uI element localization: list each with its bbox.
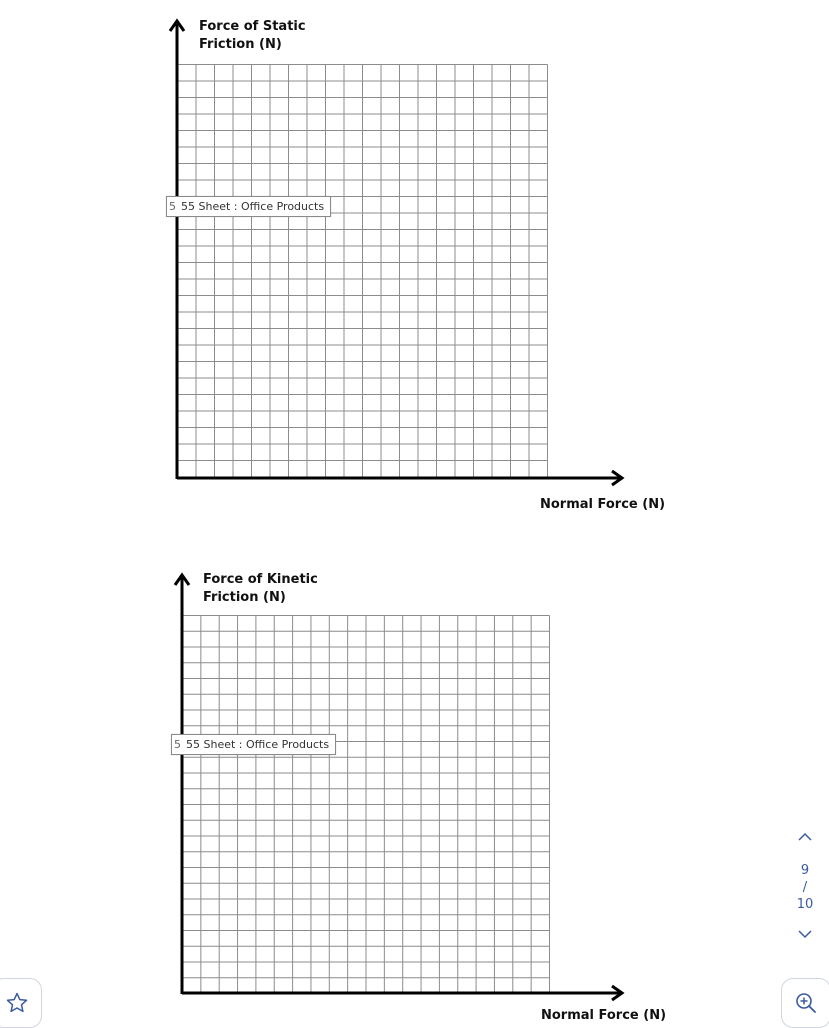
zoom-in-icon (794, 991, 818, 1015)
total-pages: 10 (796, 897, 814, 912)
x-axis-label: Normal Force (N) (541, 1008, 667, 1023)
y-axis-label-line1: Force of Static (199, 19, 306, 34)
kinetic-friction-grid (0, 560, 700, 1024)
zoom-in-button[interactable] (781, 978, 829, 1028)
y-axis-label-line2: Friction (N) (203, 590, 286, 605)
axes (170, 21, 622, 485)
static-friction-grid (0, 0, 700, 520)
y-axis-label-line2: Friction (N) (199, 37, 282, 52)
current-page: 9 (800, 863, 810, 878)
tooltip-text: 55 Sheet : Office Products (186, 738, 330, 751)
page-navigator (790, 826, 820, 945)
previous-page-button[interactable] (790, 826, 820, 848)
tooltip-number: 5 (169, 200, 176, 213)
kinetic-friction-graph (0, 560, 700, 1024)
hover-tooltip (166, 196, 331, 217)
axes (175, 575, 622, 1000)
x-axis-label: Normal Force (N) (540, 497, 666, 512)
tooltip-number: 5 (174, 738, 181, 751)
next-page-button[interactable] (790, 923, 820, 945)
y-axis-label (199, 18, 306, 54)
grid-lines (183, 616, 550, 994)
y-axis-label-line1: Force of Kinetic (203, 572, 318, 587)
hover-tooltip (171, 734, 336, 755)
static-friction-graph (0, 0, 700, 520)
y-axis-label (203, 571, 318, 607)
favorite-button[interactable] (0, 978, 42, 1028)
grid-lines (178, 65, 548, 478)
star-icon (5, 991, 29, 1015)
chevron-up-icon (798, 832, 812, 842)
page-separator: / (802, 880, 808, 895)
chevron-down-icon (798, 929, 812, 939)
tooltip-text: 55 Sheet : Office Products (181, 200, 325, 213)
